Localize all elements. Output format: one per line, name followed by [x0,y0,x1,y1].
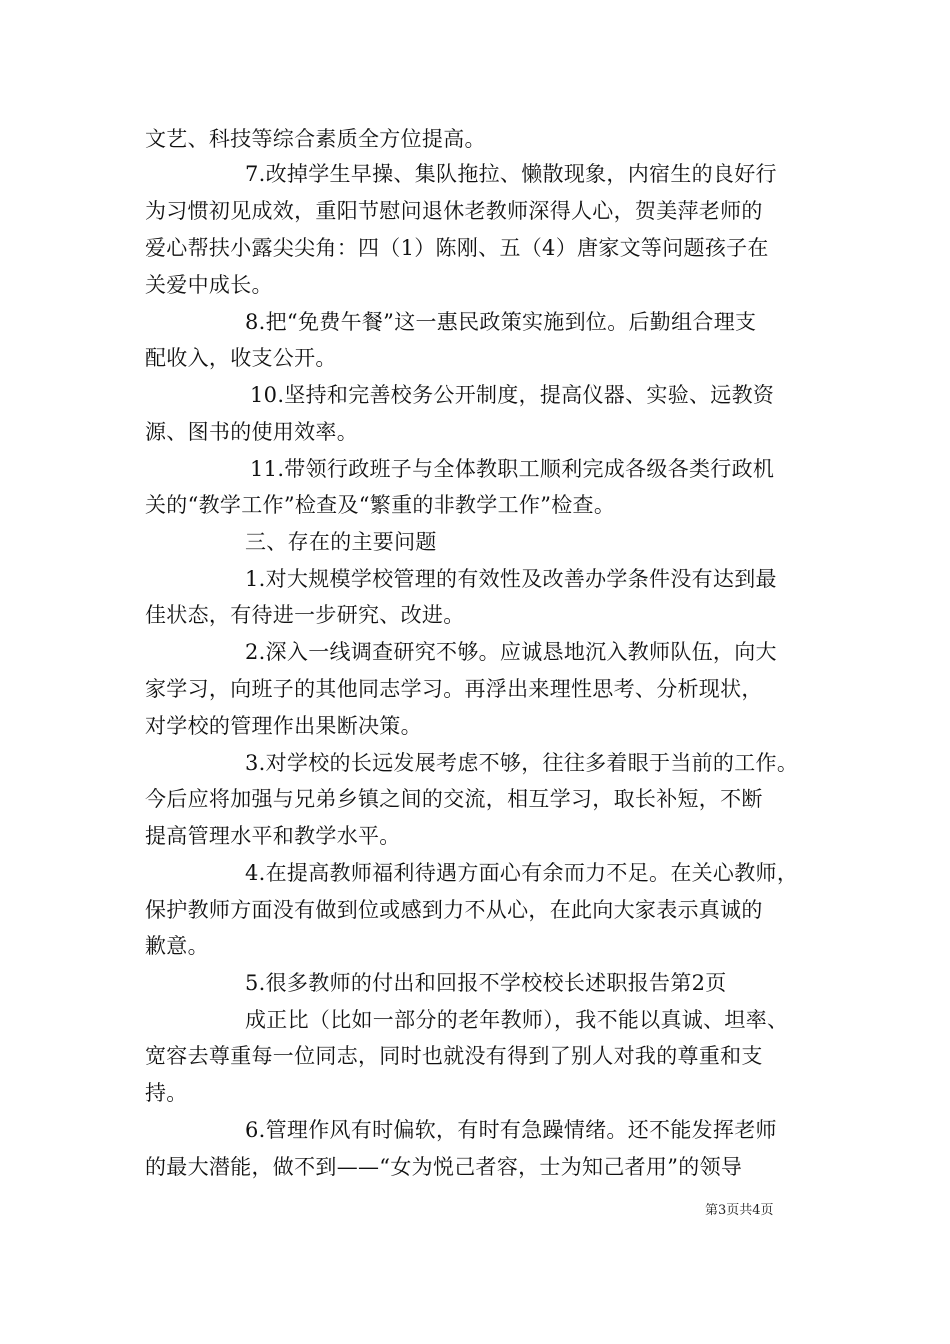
text-line: 持。 [145,1081,188,1105]
text-line: 爱心帮扶小露尖尖角：四（1）陈刚、五（4）唐家文等问题孩子在 [145,236,769,260]
text-line: 10.坚持和完善校务公开制度，提高仪器、实验、远教资 [250,383,775,407]
text-line: 今后应将加强与兄弟乡镇之间的交流，相互学习，取长补短，不断 [145,787,763,811]
text-line: 佳状态，有待进一步研究、改进。 [145,603,465,627]
text-line: 文艺、科技等综合素质全方位提高。 [145,127,486,151]
text-line: 4.在提高教师福利待遇方面心有余而力不足。在关心教师， [245,861,799,885]
text-line: 成正比（比如一部分的老年教师），我不能以真诚、坦率、 [245,1008,789,1032]
text-line: 6.管理作风有时偏软，有时有急躁情绪。还不能发挥老师 [245,1118,777,1142]
text-line: 为习惯初见成效，重阳节慰问退休老教师深得人心，贺美萍老师的 [145,199,763,223]
text-line: 歉意。 [145,934,209,958]
text-line: 3.对学校的长远发展考虑不够，往往多着眼于当前的工作。 [245,751,799,775]
text-line: 11.带领行政班子与全体教职工顺利完成各级各类行政机 [250,457,775,481]
text-line: 保护教师方面没有做到位或感到力不从心，在此向大家表示真诚的 [145,898,763,922]
text-line: 8.把“免费午餐”这一惠民政策实施到位。后勤组合理支 [245,310,757,334]
text-line: 1.对大规模学校管理的有效性及改善办学条件没有达到最 [245,567,777,591]
text-line: 2.深入一线调查研究不够。应诚恳地沉入教师队伍，向大 [245,640,777,664]
text-line: 关的“教学工作”检查及“繁重的非教学工作”检查。 [145,493,616,517]
page-footer: 第3页共4页 [705,1203,774,1218]
section-heading: 三、存在的主要问题 [245,530,437,554]
text-line: 提高管理水平和教学水平。 [145,824,401,848]
text-line: 配收入，收支公开。 [145,346,337,370]
text-line: 源、图书的使用效率。 [145,420,358,444]
text-line: 关爱中成长。 [145,273,273,297]
text-line: 家学习，向班子的其他同志学习。再浮出来理性思考、分析现状， [145,677,763,701]
text-line: 对学校的管理作出果断决策。 [145,714,422,738]
text-line: 的最大潜能，做不到——“女为悦己者容，士为知己者用”的领导 [145,1155,743,1179]
text-line: 5.很多教师的付出和回报不学校校长述职报告第2页 [245,971,727,995]
text-line: 7.改掉学生早操、集队拖拉、懒散现象，内宿生的良好行 [245,162,777,186]
text-line: 宽容去尊重每一位同志，同时也就没有得到了别人对我的尊重和支 [145,1044,763,1068]
